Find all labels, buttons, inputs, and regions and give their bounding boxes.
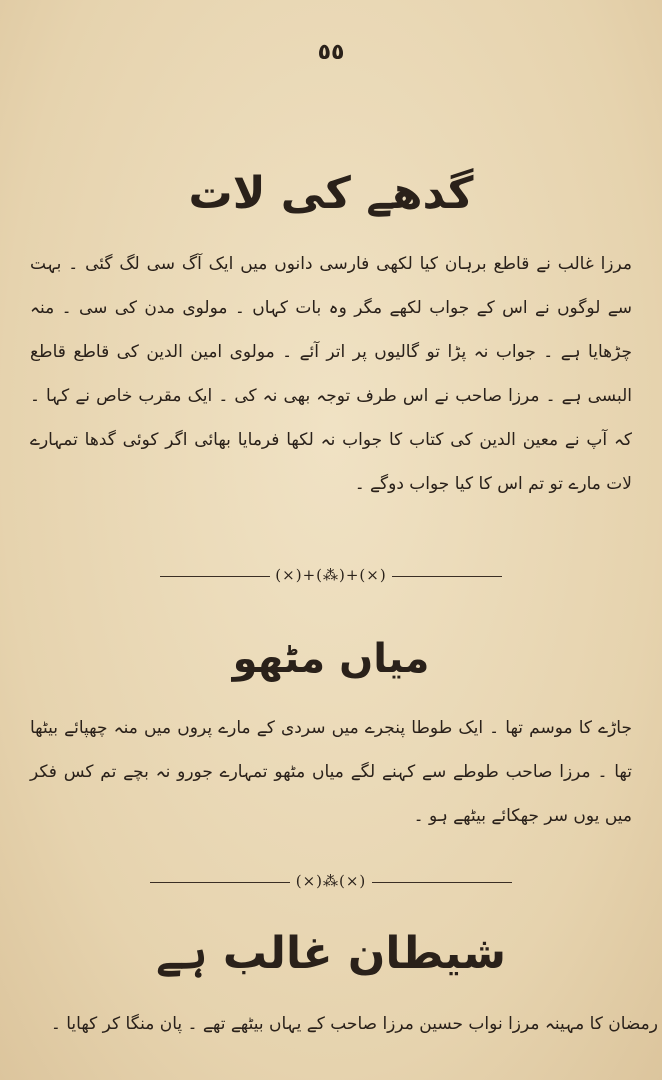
ornamental-divider xyxy=(0,566,662,584)
ornamental-divider xyxy=(0,872,662,890)
section-heading-shaitan-ghalib: شیطان غالب ہے xyxy=(155,928,507,979)
page-number: ٥٥ xyxy=(317,40,345,65)
divider-ornament: (×)⁂(×) xyxy=(295,872,367,890)
divider-rule-left xyxy=(160,576,270,577)
divider-rule-right xyxy=(392,576,502,577)
divider-ornament: (×)+(⁂)+(×) xyxy=(275,566,387,584)
divider-rule-right xyxy=(372,882,512,883)
section-paragraph-mian-mitthu: جاڑے کا موسم تھا ۔ ایک طوطا پنجرے میں سردی کے مارے پروں میں منہ چھپائے بیٹھا تھا ۔ مرزا صاحب طوطے سے کہنے لگے میاں مٹھو تمہارے جورو نہ بچے تم کس فکر میں یوں سر جھکائے بیٹھے ہو ۔ xyxy=(30,718,632,826)
section-heading-mian-mitthu: میاں مٹھو xyxy=(232,636,430,682)
section-heading-donkey-kick: گدھے کی لات xyxy=(188,168,474,219)
section-paragraph-shaitan-ghalib: رمضان کا مہینہ مرزا نواب حسین مرزا صاحب کے یہاں بیٹھے تھے ۔ پان منگا کر کھایا ۔ xyxy=(50,1014,658,1034)
divider-rule-left xyxy=(150,882,290,883)
section-paragraph-donkey-kick: مرزا غالب نے قاطع برہان کیا لکھی فارسی دانوں میں ایک آگ سی لگ گئی ۔ بہت سے لوگوں نے اس کے جواب لکھے مگر وہ بات کہاں ۔ مولوی مدن کی سی ۔ منہ چڑھایا ہے ۔ جواب نہ پڑا تو گالیوں پر اتر آئے ۔ مولوی امین الدین کی قاطع قاطع البسی ہے ۔ مرزا صاحب نے اس طرف توجہ بھی نہ کی ۔ ایک مقرب خاص نے کہا ۔ کہ آپ نے معین الدین کی کتاب کا جواب نہ لکھا فرمایا بھائی اگر کوئی گدھا تمہارے لات مارے تو تم اس کا کیا جواب دوگے ۔ xyxy=(30,254,632,494)
